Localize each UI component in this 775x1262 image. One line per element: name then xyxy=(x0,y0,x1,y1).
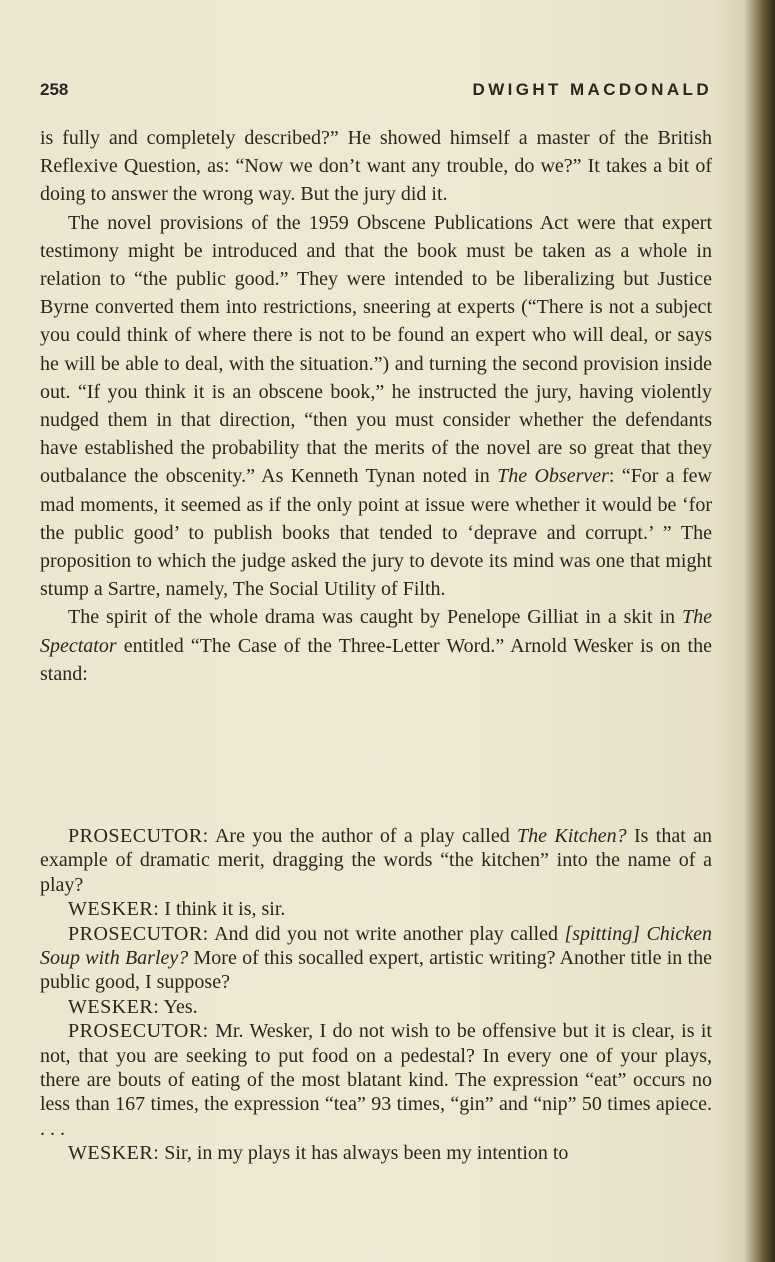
p3-text-b: entitled “The Case of the Three-Letter Word.” Arnold Wesker is on the stand: xyxy=(40,634,712,685)
p2-text-a: The novel provisions of the 1959 Obscene Publications Act were that expert testimony might be introduced and that the book must be taken as a whole in relation to “the public good.” They were intended to be liberalizing but Justice Byrne converted them into restrictions, sneering at experts (“There is not a subject you could think of where there is not to be found an expert who will deal, or says he will be able to deal, with the situation.”) and turning the second provision inside out. “If you think it is an obscene book,” he instructed the jury, having violently nudged them in that direction, “then you must consider whether the defendants have established the probability that the merits of the novel are so great that they outbalance the obscenity.” As Kenneth Tynan noted in xyxy=(40,211,712,488)
body-text xyxy=(40,124,712,688)
line-text: I think it is, sir. xyxy=(159,898,286,921)
speaker-name: PROSECUTOR: xyxy=(68,922,209,945)
speaker-name: WESKER: xyxy=(68,995,160,1018)
p2-italic-title: The Observer xyxy=(497,465,609,488)
dialogue-line xyxy=(40,1019,712,1141)
dialogue-line xyxy=(40,897,712,921)
line-text: Sir, in my plays it has always been my intention to xyxy=(159,1142,569,1165)
dialogue-excerpt xyxy=(40,824,712,1166)
line-italic: The Kitchen? xyxy=(517,825,627,847)
speaker-name: WESKER: xyxy=(68,898,160,921)
line-text: Is that an example of dramatic merit, dragging the words “the kitchen” into the name of a play? xyxy=(40,825,712,896)
p3-italic-title: The Spectator xyxy=(40,606,712,657)
paragraph-2 xyxy=(40,209,712,604)
running-head: DWIGHT MACDONALD xyxy=(472,80,712,99)
p2-text-b: : “For a few mad moments, it seemed as if the only point at issue were whether it would be ‘for the public good’ to publish books that tended to ‘deprave and corrupt.’ ” The proposition to which the judge asked the jury to devote its mind was one that might stump a Sartre, namely, The Social Utility of Filth. xyxy=(40,465,712,601)
line-text: And did you not write another play called xyxy=(208,922,565,945)
stage-direction: [spitting] xyxy=(564,922,641,945)
speaker-name: WESKER: xyxy=(68,1142,160,1165)
paragraph-1: is fully and completely described?” He showed himself a master of the British Reflexive Question, as: “Now we don’t want any trouble, do we?” It takes a bit of doing to answer the wrong way. But the jury did it. xyxy=(40,127,712,206)
dialogue-line xyxy=(40,824,712,897)
line-text: Yes. xyxy=(159,995,198,1018)
page-number: 258 xyxy=(40,80,69,99)
dialogue-line xyxy=(40,1141,712,1165)
speaker-name: PROSECUTOR: xyxy=(68,1020,209,1043)
line-italic: Chicken Soup with Barley? xyxy=(40,922,712,970)
paragraph-3 xyxy=(40,603,712,688)
dialogue-line xyxy=(40,995,712,1019)
p3-text-a: The spirit of the whole drama was caught by Penelope Gilliat in a skit in xyxy=(68,606,682,629)
line-text: More of this socalled expert, artistic writing? Another title in the public good, I suppose? xyxy=(40,947,712,994)
line-text: Mr. Wesker, I do not wish to be offensive but it is clear, is it not, that you are seeking to put food on a pedestal? In every one of your plays, there are bouts of eating of the most blatant kind. The expression “eat” occurs no less than 167 times, the expression “tea” 93 times, “gin” and “nip” 50 times apiece. . . . xyxy=(40,1020,712,1140)
page-header xyxy=(40,80,712,104)
dialogue-line xyxy=(40,922,712,995)
speaker-name: PROSECUTOR: xyxy=(68,825,209,847)
line-text: Are you the author of a play called xyxy=(208,825,518,847)
